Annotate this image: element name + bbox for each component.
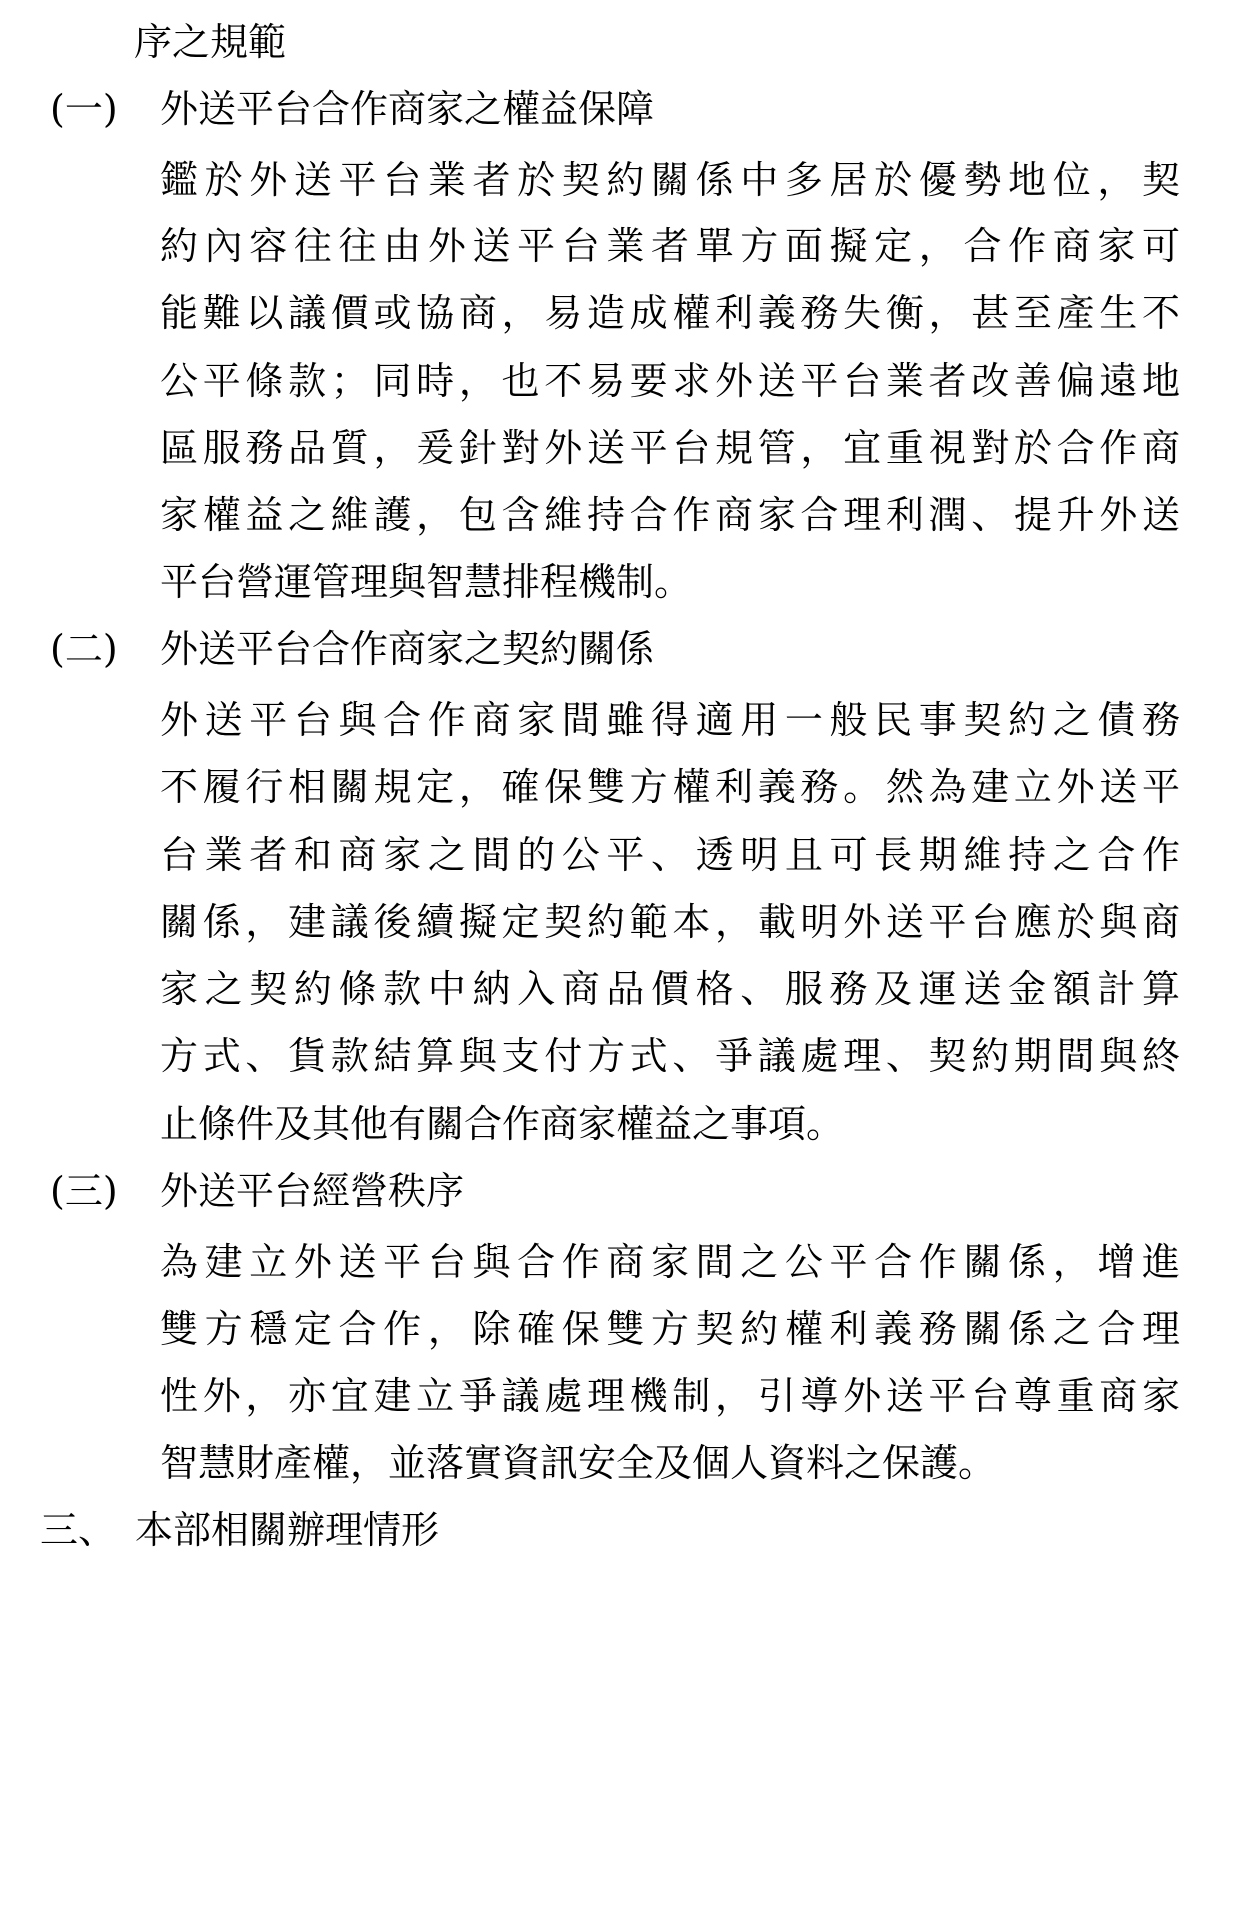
paragraph-line: 區服務品質，爰針對外送平台規管，宜重視對於合作商 bbox=[160, 426, 1180, 470]
section-fragment-top: 序之規範 bbox=[134, 20, 287, 64]
paragraph-line: 智慧財產權，並落實資訊安全及個人資料之保護。 bbox=[160, 1441, 997, 1485]
subsection-marker: (三) bbox=[50, 1169, 118, 1213]
paragraph-line: 約內容往往由外送平台業者單方面擬定，合作商家可 bbox=[160, 224, 1180, 268]
paragraph-line: 家之契約條款中納入商品價格、服務及運送金額計算 bbox=[160, 967, 1180, 1011]
paragraph-line: 性外，亦宜建立爭議處理機制，引導外送平台尊重商家 bbox=[160, 1374, 1180, 1418]
paragraph-line: 家權益之維護，包含維持合作商家合理利潤、提升外送 bbox=[160, 493, 1180, 537]
subsection-marker: (二) bbox=[50, 627, 118, 671]
paragraph-line: 雙方穩定合作，除確保雙方契約權利義務關係之合理 bbox=[160, 1307, 1180, 1351]
paragraph-line: 關係，建議後續擬定契約範本，載明外送平台應於與商 bbox=[160, 900, 1180, 944]
subsection-title: 外送平台合作商家之權益保障 bbox=[160, 87, 655, 131]
paragraph-line: 為建立外送平台與合作商家間之公平合作關係，增進 bbox=[160, 1240, 1180, 1284]
paragraph-line: 方式、貨款結算與支付方式、爭議處理、契約期間與終 bbox=[160, 1034, 1180, 1078]
section-marker: 三、 bbox=[40, 1508, 117, 1552]
paragraph-line: 能難以議價或協商，易造成權利義務失衡，甚至產生不 bbox=[160, 291, 1180, 335]
subsection-title: 外送平台合作商家之契約關係 bbox=[160, 627, 655, 671]
paragraph-line: 止條件及其他有關合作商家權益之事項。 bbox=[160, 1102, 845, 1146]
paragraph-line: 不履行相關規定，確保雙方權利義務。然為建立外送平 bbox=[160, 765, 1180, 809]
paragraph-line: 公平條款；同時，也不易要求外送平台業者改善偏遠地 bbox=[160, 359, 1180, 403]
section-title: 本部相關辦理情形 bbox=[135, 1508, 440, 1552]
paragraph-line: 台業者和商家之間的公平、透明且可長期維持之合作 bbox=[160, 833, 1180, 877]
subsection-marker: (一) bbox=[50, 87, 118, 131]
paragraph-line: 平台營運管理與智慧排程機制。 bbox=[160, 560, 693, 604]
paragraph-line: 鑑於外送平台業者於契約關係中多居於優勢地位，契 bbox=[160, 158, 1180, 202]
subsection-title: 外送平台經營秩序 bbox=[160, 1169, 465, 1213]
paragraph-line: 外送平台與合作商家間雖得適用一般民事契約之債務 bbox=[160, 698, 1180, 742]
